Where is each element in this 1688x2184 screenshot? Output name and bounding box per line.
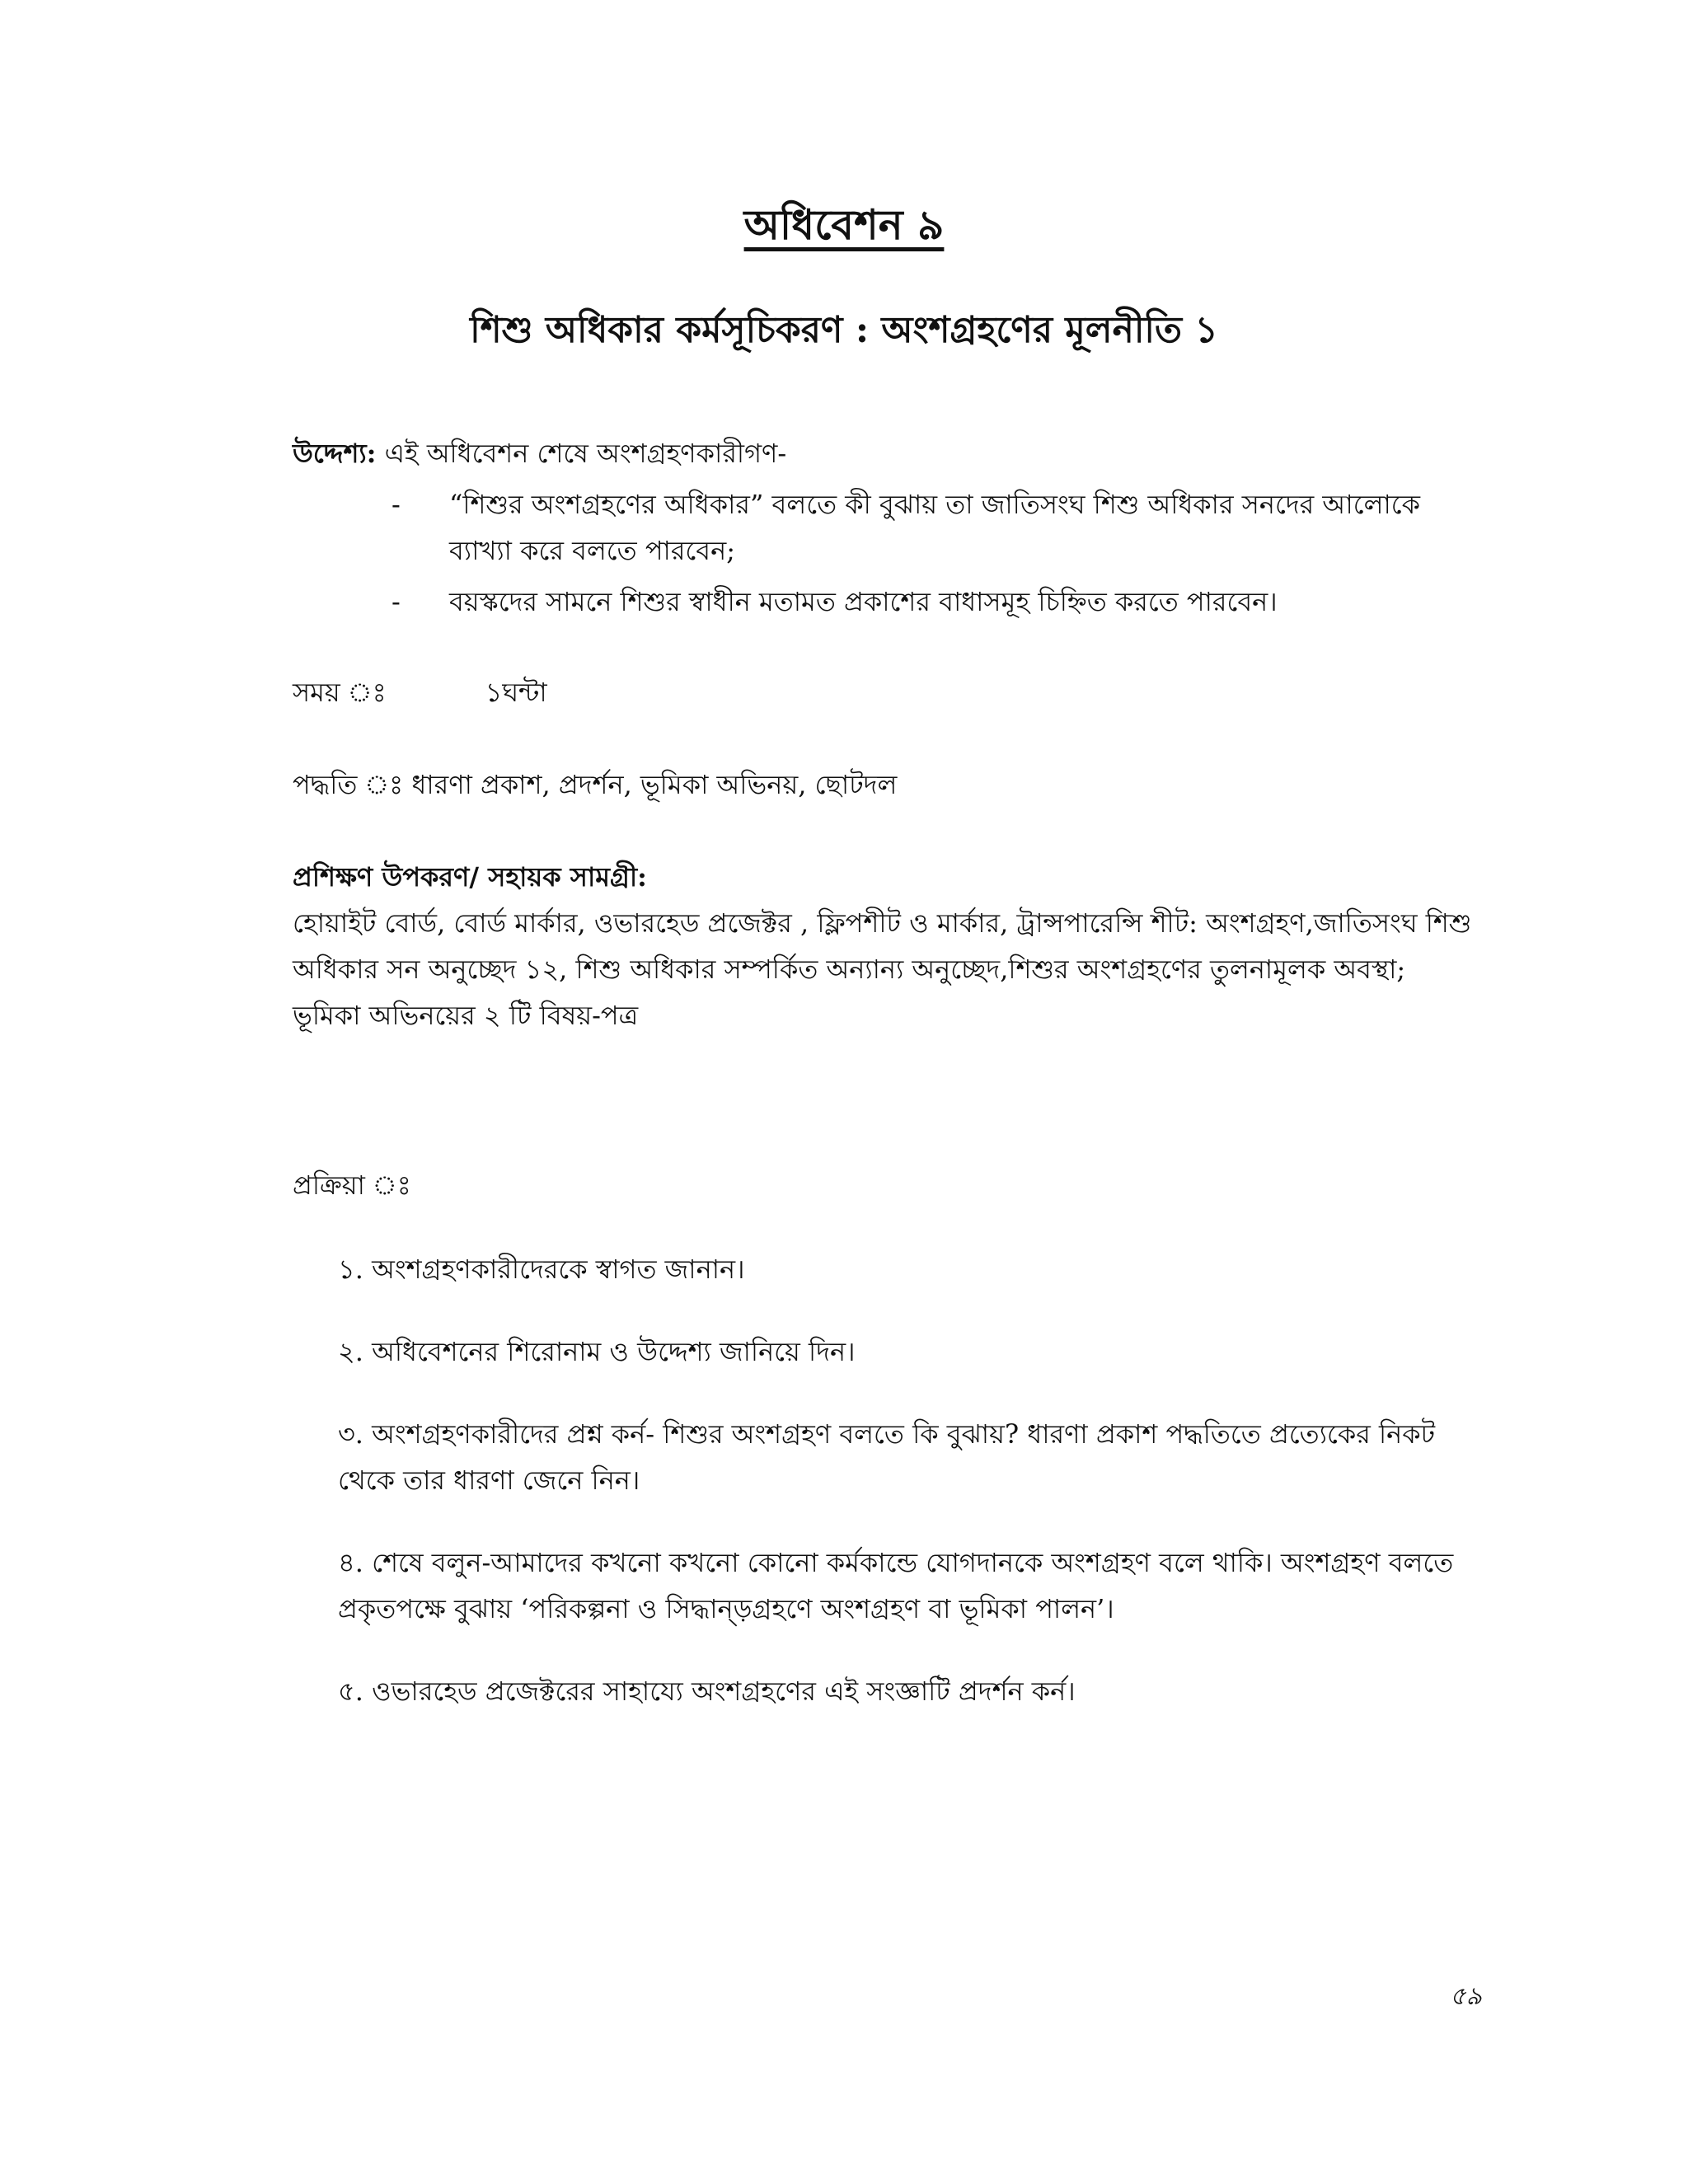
process-step-3: ৩. অংশগ্রহণকারীদের প্রশ্ন কর্ন- শিশুর অংশগ্রহণ বলতে কি বুঝায়? ধারণা প্রকাশ পদ্ধতিতে প্রত্যেকের নিকট থেকে তার ধারণা জেনে নিন।: [338, 1418, 1436, 1496]
objective-item: [293, 579, 1479, 625]
objective-item-text: বয়স্কদের সামনে শিশুর স্বাধীন মতামত প্রকাশের বাধাসমূহ চিহ্নিত করতে পারবেন।: [449, 586, 1278, 617]
materials-section: [293, 854, 1479, 1038]
materials-text: হোয়াইট বোর্ড, বোর্ড মার্কার, ওভারহেড প্রজেক্টর , ফ্লিপশীট ও মার্কার, ট্রান্সপারেন্সি শীট: অংশগ্রহণ,জাতিসংঘ শিশু অধিকার সন অনুচ্ছেদ ১২, শিশু অধিকার সম্পর্কিত অন্যান্য অনুচ্ছেদ,শিশুর অংশগ্রহণের তুলনামূলক অবস্থা; ভূমিকা অভিনয়ের ২ টি বিষয়-পত্র: [293, 907, 1472, 1031]
list-dash: -: [392, 489, 401, 520]
time-value: ১ঘন্টা: [485, 677, 547, 708]
process-step-2: ২. অধিবেশনের শিরোনাম ও উদ্দেশ্য জানিয়ে দিন।: [338, 1336, 856, 1367]
process-step-1: ১. অংশগ্রহণকারীদেরকে স্বাগত জানান।: [338, 1254, 745, 1285]
objective-item-text: “শিশুর অংশগ্রহণের অধিকার” বলতে কী বুঝায় তা জাতিসংঘ শিশু অধিকার সনদের আলোকে ব্যাখ্যা করে বলতে পারবেন;: [449, 489, 1420, 566]
process-step-4: ৪. শেষে বলুন-আমাদের কখনো কখনো কোনো কর্মকান্ডে যোগদানকে অংশগ্রহণ বলে থাকি। অংশগ্রহণ বলতে প্রকৃতপক্ষে বুঝায় ‘পরিকল্পনা ও সিদ্ধান্ড়গ্রহণে অংশগ্রহণ বা ভূমিকা পালন’।: [338, 1547, 1454, 1624]
process-steps: [338, 1246, 1459, 1750]
page-number: ৫৯: [1450, 1982, 1482, 2011]
objective-item: [293, 481, 1479, 574]
objective-label: উদ্দেশ্য:: [293, 438, 377, 469]
process-label: প্রক্রিয়া ঃ: [293, 1169, 411, 1201]
objective-section: [293, 430, 1479, 625]
list-dash: -: [392, 586, 401, 617]
objective-list: [293, 481, 1479, 625]
method-section: পদ্ধতি ঃ ধারণা প্রকাশ, প্রদর্শন, ভূমিকা অভিনয়, ছোটদল: [293, 769, 898, 800]
time-label: সময় ঃ: [293, 677, 387, 708]
session-subtitle: শিশু অধিকার কর্মসূচিকরণ : অংশগ্রহণের মূলনীতি ১: [470, 309, 1218, 351]
session-title: অধিবেশন ৯: [743, 200, 945, 249]
objective-intro: এই অধিবেশন শেষে অংশগ্রহণকারীগণ-: [376, 438, 787, 469]
objective-heading: [293, 430, 1479, 476]
materials-label: প্রশিক্ষণ উপকরণ/ সহায়ক সামগ্রী:: [293, 861, 647, 893]
process-step-5: ৫. ওভারহেড প্রজেক্টরের সাহায্যে অংশগ্রহণের এই সংজ্ঞাটি প্রদর্শন কর্ন।: [338, 1675, 1076, 1707]
time-section: [293, 669, 1479, 715]
